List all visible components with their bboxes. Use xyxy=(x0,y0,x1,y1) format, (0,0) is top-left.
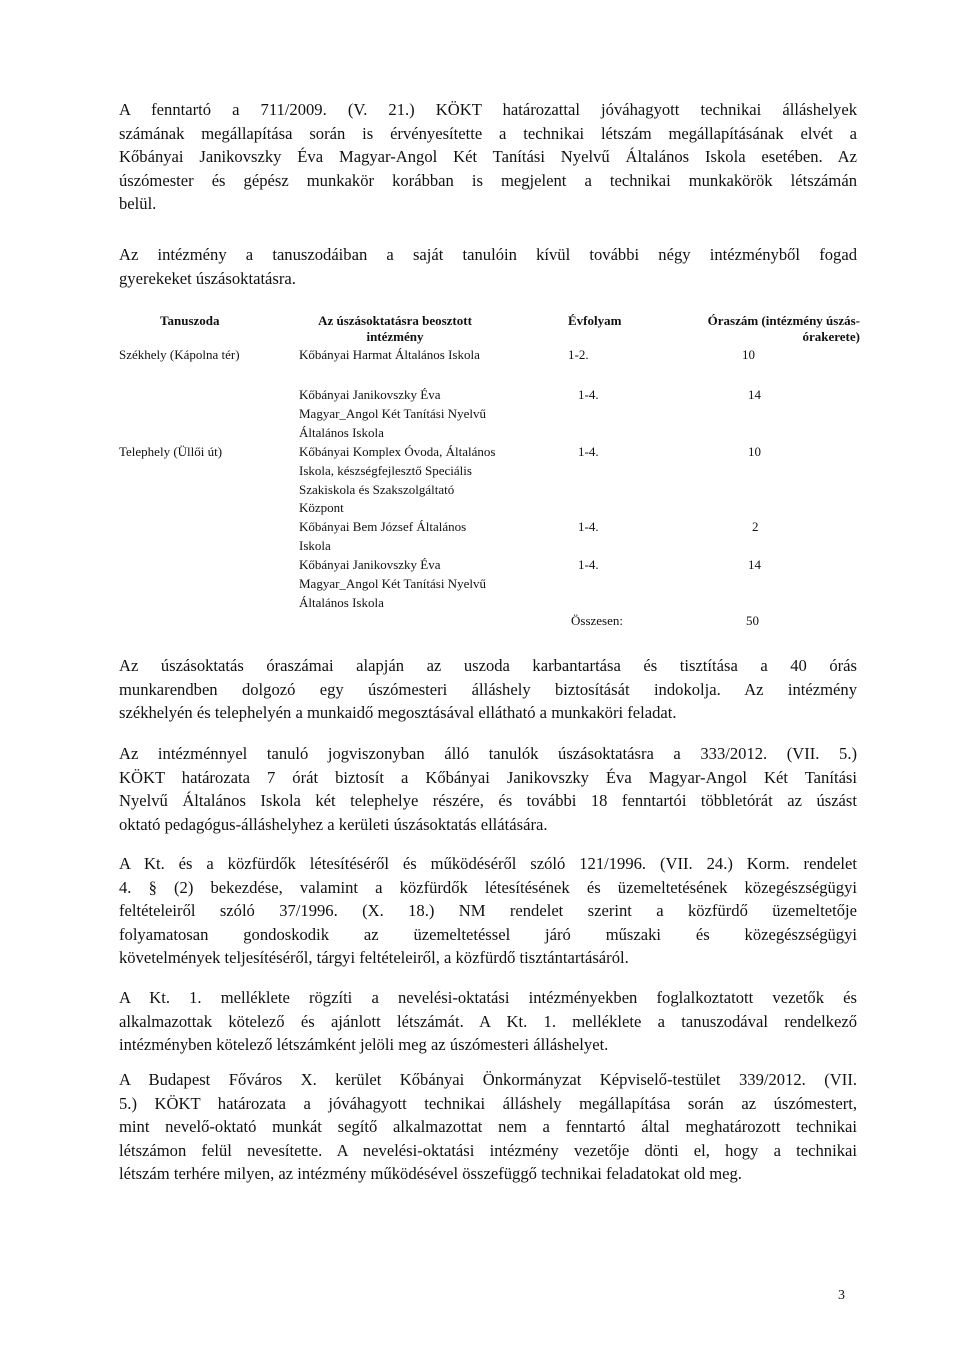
table-cell-line: Magyar_Angol Két Tanítási Nyelvű xyxy=(299,575,486,591)
paragraph-line: A fenntartó a 711/2009. (V. 21.) KÖKT határozattal jóváhagyott technikai álláshelyek xyxy=(119,100,857,119)
paragraph-line: Az intézménnyel tanuló jogviszonyban álló tanulók úszásoktatásra a 333/2012. (VII. 5.) xyxy=(119,744,857,763)
table-cell-hours: 10 xyxy=(748,444,761,459)
table-cell-grade: 1-2. xyxy=(568,347,589,362)
table-header-pool: Tanuszoda xyxy=(160,313,220,328)
paragraph-7 xyxy=(119,1068,857,1186)
table-cell-hours: 10 xyxy=(742,347,755,362)
paragraph-line: létszámon felül nevesítette. A nevelési-oktatási intézmény vezetője dönti el, hogy a technikai xyxy=(119,1140,857,1160)
table-cell-line: Kőbányai Komplex Óvoda, Általános xyxy=(299,444,496,459)
paragraph-line: folyamatosan gondoskodik az üzemeltetéssel járó műszaki és közegészségügyi xyxy=(119,924,857,944)
table-cell-line: Központ xyxy=(299,500,344,516)
paragraph-line: A Kt. 1. melléklete rögzíti a nevelési-oktatási intézményekben foglalkoztatott vezetők és xyxy=(119,988,857,1007)
paragraph-line: belül. xyxy=(119,194,157,214)
table-cell-line: Iskola, készségfejlesztő Speciális xyxy=(299,462,472,478)
paragraph-line: munkarendben dolgozó egy úszómesteri álláshely biztosítását indokolja. Az intézmény xyxy=(119,679,857,699)
table-cell-grade: 1-4. xyxy=(578,519,599,534)
paragraph-line: úszómester és gépész munkakör korábban is megjelent a technikai munkakörök létszámán xyxy=(119,170,857,190)
table-cell-location-site: Telephely (Üllői út) xyxy=(119,444,223,459)
table-header-line: Az úszásoktatásra beosztott xyxy=(318,313,472,328)
table-cell-line: Általános Iskola xyxy=(299,594,384,610)
table-total-value: 50 xyxy=(746,613,759,628)
paragraph-line: követelmények teljesítéséről, tárgyi feltételeiről, a közfürdő tisztántartásáról. xyxy=(119,948,629,968)
paragraph-line: Nyelvű Általános Iskola két telephelye részére, és további 18 fenntartói többletórát az úszást xyxy=(119,791,857,811)
paragraph-line: 5.) KÖKT határozata a jóváhagyott technikai álláshely megállapítása során az úszómestert, xyxy=(119,1093,857,1113)
table-header-line: intézmény xyxy=(366,329,424,344)
paragraph-line: székhelyén és telephelyén a munkaidő megosztásával ellátható a munkaköri feladat. xyxy=(119,703,677,723)
table-cell-line: Kőbányai Janikovszky Éva xyxy=(299,557,441,572)
paragraph-line: A Kt. és a közfürdők létesítéséről és működéséről szóló 121/1996. (VII. 24.) Korm. rendelet xyxy=(119,854,857,873)
paragraph-line: gyerekeket úszásoktatásra. xyxy=(119,268,296,288)
table-cell-line: Iskola xyxy=(299,537,331,553)
paragraph-1 xyxy=(119,98,857,216)
table-cell-institution xyxy=(299,556,486,612)
paragraph-5 xyxy=(119,852,857,970)
table-header-institution xyxy=(300,313,490,345)
table-cell-institution xyxy=(299,386,486,442)
table-header-line: órakerete) xyxy=(802,329,860,344)
paragraph-3 xyxy=(119,654,857,725)
table-cell-line: Kőbányai Bem József Általános xyxy=(299,519,467,534)
table-cell-grade: 1-4. xyxy=(578,557,599,572)
paragraph-line: Az intézmény a tanuszodáiban a saját tanulóin kívül további négy intézményből fogad xyxy=(119,245,857,264)
table-cell-line: Általános Iskola xyxy=(299,424,384,440)
paragraph-line: létszám terhére milyen, az intézmény működésével összefüggő technikai feladatokat old meg. xyxy=(119,1164,742,1184)
table-cell-institution xyxy=(299,443,495,518)
paragraph-line: alkalmazottak kötelező és ajánlott létszámát. A Kt. 1. melléklete a tanuszodával rendelkező xyxy=(119,1011,857,1031)
paragraph-line: Az úszásoktatás óraszámai alapján az uszoda karbantartása és tisztítása a 40 órás xyxy=(119,656,857,675)
table-cell-grade: 1-4. xyxy=(578,387,599,402)
table-cell-line: Kőbányai Janikovszky Éva xyxy=(299,387,441,402)
table-header-hours xyxy=(650,313,860,345)
paragraph-2 xyxy=(119,243,857,290)
table-total-label: Összesen: xyxy=(571,613,623,628)
paragraph-line: A Budapest Főváros X. kerület Kőbányai Önkormányzat Képviselő-testület 339/2012. (VII. xyxy=(119,1070,857,1089)
table-cell-line: Magyar_Angol Két Tanítási Nyelvű xyxy=(299,405,486,421)
table-cell-line: Szakiskola és Szakszolgáltató xyxy=(299,481,455,497)
table-cell-grade: 1-4. xyxy=(578,444,599,459)
paragraph-4 xyxy=(119,742,857,836)
table-header-grade: Évfolyam xyxy=(568,313,622,328)
paragraph-line: KÖKT határozata 7 órát biztosít a Kőbányai Janikovszky Éva Magyar-Angol Két Tanítási xyxy=(119,767,857,787)
table-cell-hours: 2 xyxy=(752,519,759,534)
table-cell-hours: 14 xyxy=(748,387,761,402)
paragraph-line: intézményben kötelező létszámként jelöli meg az úszómesteri álláshelyet. xyxy=(119,1035,609,1055)
table-header-line: Óraszám (intézmény úszás- xyxy=(707,313,860,328)
paragraph-line: Kőbányai Janikovszky Éva Magyar-Angol Két Tanítási Nyelvű Általános Iskola esetében. Az xyxy=(119,147,857,167)
table-cell-institution xyxy=(299,518,466,556)
table-cell-institution: Kőbányai Harmat Általános Iskola xyxy=(299,347,480,362)
paragraph-line: mint nevelő-oktató munkát segítő alkalmazottat nem a fenntartó által meghatározott technikai xyxy=(119,1117,857,1137)
paragraph-6 xyxy=(119,986,857,1057)
paragraph-line: számának megállapítása során is érvényesítette a technikai létszám megállapításának elvét a xyxy=(119,123,857,143)
paragraph-line: 4. § (2) bekezdése, valamint a közfürdők létesítésének és üzemeltetésének közegészségügyi xyxy=(119,877,857,897)
table-cell-location-seat: Székhely (Kápolna tér) xyxy=(119,347,240,362)
page-number: 3 xyxy=(838,1288,845,1303)
paragraph-line: feltételeiről szóló 37/1996. (X. 18.) NM rendelet szerint a közfürdő üzemeltetője xyxy=(119,901,857,921)
paragraph-line: oktató pedagógus-álláshelyhez a kerületi úszásoktatás ellátására. xyxy=(119,814,548,834)
table-cell-hours: 14 xyxy=(748,557,761,572)
